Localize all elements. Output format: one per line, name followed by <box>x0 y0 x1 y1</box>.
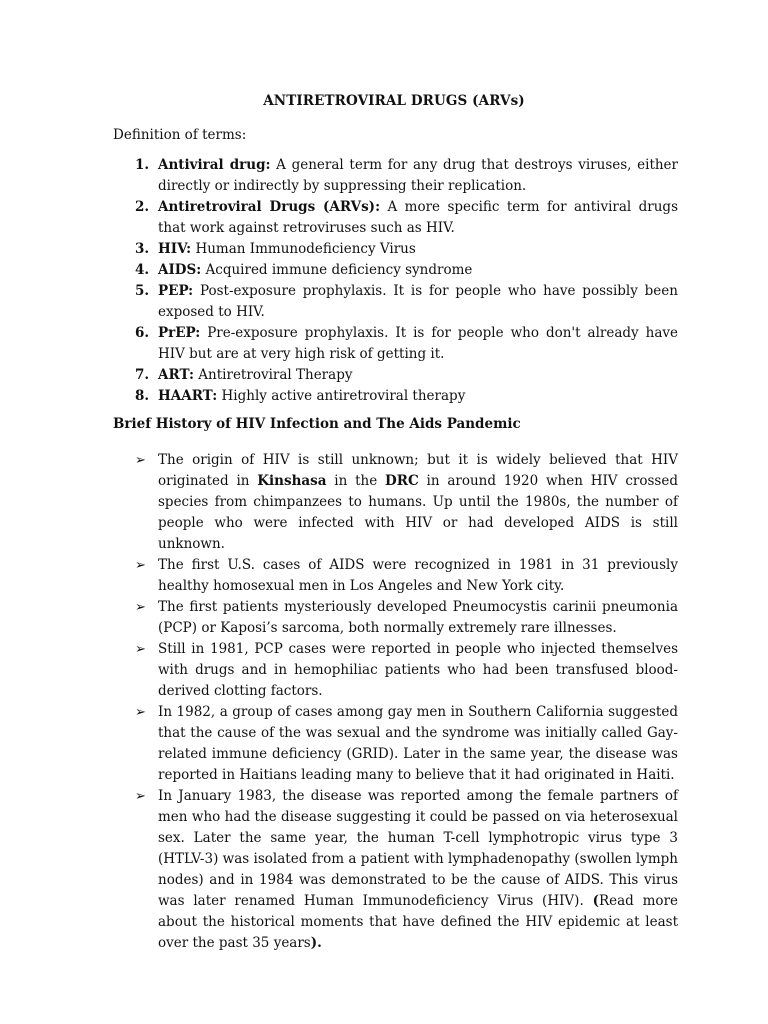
definition-item: 2. Antiretroviral Drugs (ARVs): A more specific term for antiviral drugs that work against retroviruses such as HIV. <box>135 199 678 236</box>
definition-item: 6. PrEP: Pre-exposure prophylaxis. It is for people who don't already have HIV but are at very high risk of getting it. <box>135 325 678 362</box>
history-item: ➢ Still in 1981, PCP cases were reported in people who injected themselves with drugs and in hemophiliac patients who had been transfused blood-derived clotting factors. <box>135 641 678 699</box>
arrow-bullet-icon: ➢ <box>135 789 146 804</box>
definitions-heading: Definition of terms: <box>113 127 247 143</box>
document-title: ANTIRETROVIRAL DRUGS (ARVs) <box>263 93 525 109</box>
definition-item: 3. HIV: Human Immunodeficiency Virus <box>135 241 416 257</box>
history-item: ➢ In 1982, a group of cases among gay men in Southern California suggested that the cause of the was sexual and the syndrome was initially called Gay-related immune deficiency (GRID). Later in the same year, the disease was reported in Haitians leading many to believe that it had originated in Haiti. <box>135 704 678 783</box>
definition-item: 1. Antiviral drug: A general term for any drug that destroys viruses, either directly or indirectly by suppressing their replication. <box>135 157 679 194</box>
history-item: ➢ In January 1983, the disease was reported among the female partners of men who had the disease suggesting it could be passed on via heterosexual sex. Later the same year, the human T-cell lymphotropic virus type 3 (HTLV-3) was isolated from a patient with lymphadenopathy (swollen lymph nodes) and in 1984 was demonstrated to be the cause of AIDS. This virus was later renamed Human Immunodeficiency Virus (HIV). (Read more about the historical moments that have defined the HIV epidemic at least over the past 35 years). <box>135 788 679 951</box>
arrow-bullet-icon: ➢ <box>135 705 146 720</box>
arrow-bullet-icon: ➢ <box>135 453 146 468</box>
history-item: ➢ The origin of HIV is still unknown; but it is widely believed that HIV originated in Kinshasa in the DRC in around 1920 when HIV crossed species from chimpanzees to humans. Up until the 1980s, the number of people who were infected with HIV or had developed AIDS is still unknown. <box>135 452 678 552</box>
definition-item: 4. AIDS: Acquired immune deficiency syndrome <box>135 262 473 278</box>
definitions-list <box>113 155 678 407</box>
history-item: ➢ The first U.S. cases of AIDS were recognized in 1981 in 31 previously healthy homosexual men in Los Angeles and New York city. <box>135 557 678 594</box>
definition-item: 8. HAART: Highly active antiretroviral therapy <box>135 388 466 404</box>
arrow-bullet-icon: ➢ <box>135 642 146 657</box>
history-list <box>113 450 678 954</box>
history-item: ➢ The first patients mysteriously developed Pneumocystis carinii pneumonia (PCP) or Kaposi’s sarcoma, both normally extremely rare illnesses. <box>135 599 678 636</box>
history-heading: Brief History of HIV Infection and The Aids Pandemic <box>113 416 521 432</box>
definition-item: 5. PEP: Post-exposure prophylaxis. It is for people who have possibly been exposed to HIV. <box>135 283 678 320</box>
arrow-bullet-icon: ➢ <box>135 558 146 573</box>
definition-item: 7. ART: Antiretroviral Therapy <box>135 367 353 383</box>
arrow-bullet-icon: ➢ <box>135 600 146 615</box>
